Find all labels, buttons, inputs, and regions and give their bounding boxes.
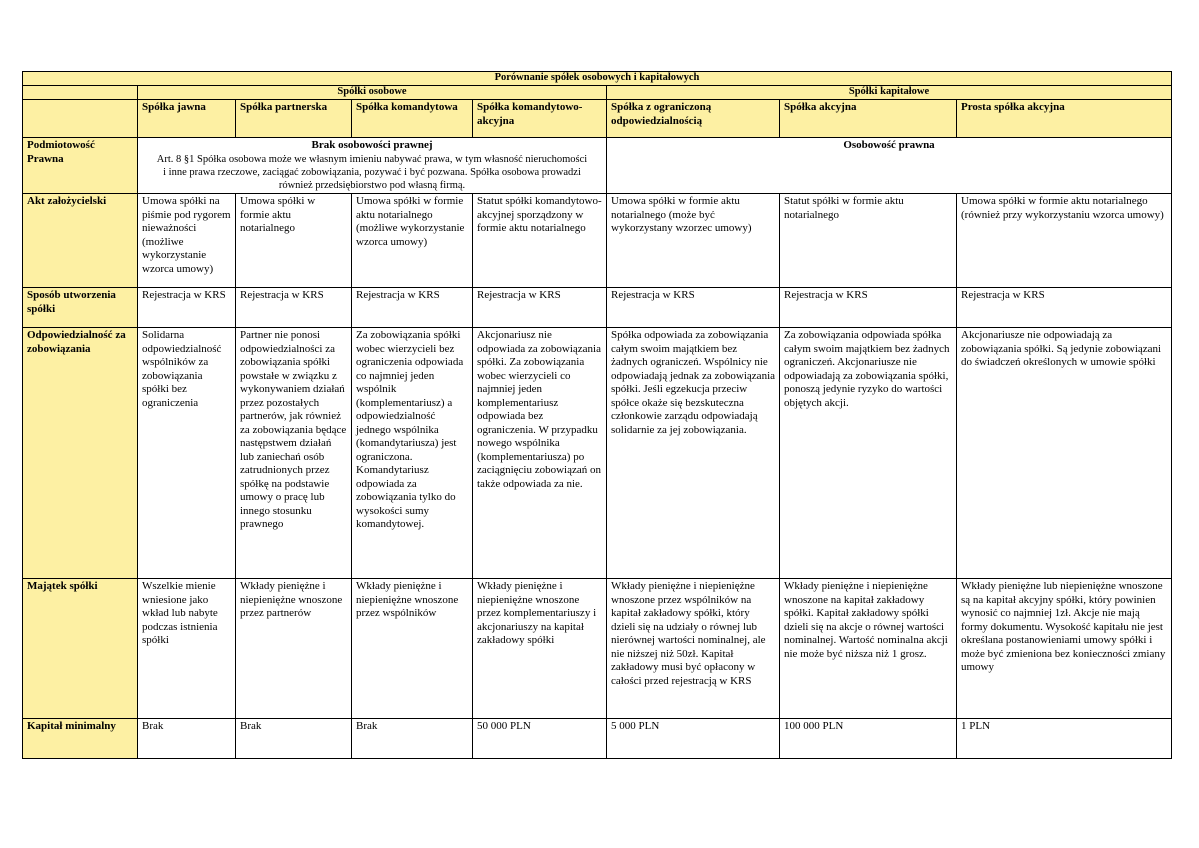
table-cell: Akcjonariusze nie odpowiadają za zobowiązania spółki. Są jedynie zobowiązani do świadczeń określonych w umowie spółki	[957, 328, 1172, 579]
table-row	[23, 328, 1172, 579]
table-cell: Rejestracja w KRS	[473, 288, 607, 328]
table-cell: Brak	[236, 719, 352, 759]
legal-personality-title: Brak osobowości prawnej	[311, 139, 433, 151]
column-header: Spółka komandytowo-akcyjna	[473, 100, 607, 138]
row-label: Odpowiedzialność za zobowiązania	[23, 328, 138, 579]
column-header: Spółka z ograniczoną odpowiedzialnością	[607, 100, 780, 138]
legal-personality-kapitalowe: Osobowość prawna	[607, 138, 1172, 194]
row-label: Majątek spółki	[23, 579, 138, 719]
legal-personality-osobowe	[138, 138, 607, 194]
column-header: Prosta spółka akcyjna	[957, 100, 1172, 138]
table-row	[23, 138, 1172, 194]
table-cell: Rejestracja w KRS	[138, 288, 236, 328]
table-title: Porównanie spółek osobowych i kapitałowych	[23, 72, 1172, 86]
table-row	[23, 579, 1172, 719]
column-header: Spółka jawna	[138, 100, 236, 138]
table-cell: Wkłady pieniężne i niepieniężne wnoszone przez wspólników na kapitał zakładowy spółki, który dzieli się na udziały o równej lub nierównej wartości nominalnej, ale nie niższej niż 50zł. Kapitał zakładowy musi być opłacony w całości przed rejestracją w KRS	[607, 579, 780, 719]
table-cell: Umowa spółki w formie aktu notarialnego (również przy wykorzystaniu wzorca umowy)	[957, 194, 1172, 288]
table-cell: Za zobowiązania spółki wobec wierzycieli bez ograniczenia odpowiada co najmniej jeden wspólnik (komplementariusz) a odpowiedzialność jednego wspólnika (komandytariusza) jest ograniczona. Komandytariusz odpowiada za zobowiązania tylko do wysokości sumy komandytowej.	[352, 328, 473, 579]
table-cell: 5 000 PLN	[607, 719, 780, 759]
table-cell: Rejestracja w KRS	[236, 288, 352, 328]
legal-personality-article: Art. 8 §1 Spółka osobowa może we własnym imieniu nabywać prawa, w tym własność nieruchomości i inne prawa rzeczowe, zaciągać zobowiązania, pozywać i być pozwana. Spółka osobowa prowadzi również przedsiębiorstwo pod własną firmą.	[156, 153, 588, 191]
comparison-document	[22, 71, 1172, 759]
table-cell: Wszelkie mienie wniesione jako wkład lub nabyte podczas istnienia spółki	[138, 579, 236, 719]
column-header: Spółka akcyjna	[780, 100, 957, 138]
table-cell: Statut spółki komandytowo-akcyjnej sporządzony w formie aktu notarialnego	[473, 194, 607, 288]
table-cell: Spółka odpowiada za zobowiązania całym swoim majątkiem bez żadnych ograniczeń. Wspólnicy nie odpowiadają jednak za zobowiązania spółki. Jeśli egzekucja przeciw spółce okaże się bezskuteczna członkowie zarządu odpowiadają solidarnie za jej zobowiązania.	[607, 328, 780, 579]
table-cell: Rejestracja w KRS	[780, 288, 957, 328]
group-header-row	[23, 86, 1172, 100]
table-cell: 1 PLN	[957, 719, 1172, 759]
group-header-osobowe: Spółki osobowe	[138, 86, 607, 100]
table-row	[23, 288, 1172, 328]
table-cell: Rejestracja w KRS	[352, 288, 473, 328]
table-cell: Wkłady pieniężne i niepieniężne wnoszone przez wspólników	[352, 579, 473, 719]
table-cell: 50 000 PLN	[473, 719, 607, 759]
table-cell: Za zobowiązania odpowiada spółka całym swoim majątkiem bez żadnych ograniczeń. Akcjonariusze nie odpowiadają za zobowiązania spółki, ponoszą jedynie ryzyko do wartości objętych akcji.	[780, 328, 957, 579]
row-label: Akt założycielski	[23, 194, 138, 288]
table-cell: Rejestracja w KRS	[607, 288, 780, 328]
table-cell: Umowa spółki na piśmie pod rygorem nieważności (możliwe wykorzystanie wzorca umowy)	[138, 194, 236, 288]
table-cell: Brak	[138, 719, 236, 759]
table-cell: Umowa spółki w formie aktu notarialnego	[236, 194, 352, 288]
table-cell: Wkłady pieniężne i niepieniężne wnoszone przez partnerów	[236, 579, 352, 719]
table-cell: Wkłady pieniężne i niepieniężne wnoszone przez komplementariuszy i akcjonariuszy na kapitał zakładowy spółki	[473, 579, 607, 719]
table-cell: Brak	[352, 719, 473, 759]
comparison-table	[22, 71, 1172, 759]
row-label: Sposób utworzenia spółki	[23, 288, 138, 328]
corner-cell	[23, 100, 138, 138]
column-header-row	[23, 100, 1172, 138]
title-row	[23, 72, 1172, 86]
row-label: Kapitał minimalny	[23, 719, 138, 759]
table-cell: Wkłady pieniężne lub niepieniężne wnoszone są na kapitał akcyjny spółki, który powinien wynosić co najmniej 1zł. Akcje nie mają formy dokumentu. Wysokość kapitału nie jest określana postanowieniami umowy spółki i może być zmieniona bez konieczności zmiany umowy	[957, 579, 1172, 719]
table-cell: Solidarna odpowiedzialność wspólników za zobowiązania spółki bez ograniczenia	[138, 328, 236, 579]
table-cell: Wkłady pieniężne i niepieniężne wnoszone na kapitał zakładowy spółki. Kapitał zakładowy spółki dzieli się na akcje o równej wartości nominalnej. Wartość nominalna akcji nie może być niższa niż 1 grosz.	[780, 579, 957, 719]
group-header-kapitalowe: Spółki kapitałowe	[607, 86, 1172, 100]
table-cell: Rejestracja w KRS	[957, 288, 1172, 328]
table-cell: Umowa spółki w formie aktu notarialnego (możliwe wykorzystanie wzorca umowy)	[352, 194, 473, 288]
table-row	[23, 194, 1172, 288]
table-cell: Akcjonariusz nie odpowiada za zobowiązania spółki. Za zobowiązania wobec wierzycieli co najmniej jeden komplementariusz odpowiada bez ograniczenia. W przypadku nowego wspólnika (komplementariusza) po zaciągnięciu zobowiązań on także odpowiada za nie.	[473, 328, 607, 579]
table-cell: 100 000 PLN	[780, 719, 957, 759]
table-cell: Partner nie ponosi odpowiedzialności za zobowiązania spółki powstałe w związku z wykonywaniem działań przez pozostałych partnerów, jak również za zobowiązania będące następstwem działań lub zaniechań osób zatrudnionych przez spółkę na podstawie umowy o pracę lub innego stosunku prawnego	[236, 328, 352, 579]
row-label: Podmiotowość Prawna	[23, 138, 138, 194]
table-row	[23, 719, 1172, 759]
table-cell: Umowa spółki w formie aktu notarialnego (może być wykorzystany wzorzec umowy)	[607, 194, 780, 288]
column-header: Spółka komandytowa	[352, 100, 473, 138]
column-header: Spółka partnerska	[236, 100, 352, 138]
corner-cell	[23, 86, 138, 100]
table-cell: Statut spółki w formie aktu notarialnego	[780, 194, 957, 288]
